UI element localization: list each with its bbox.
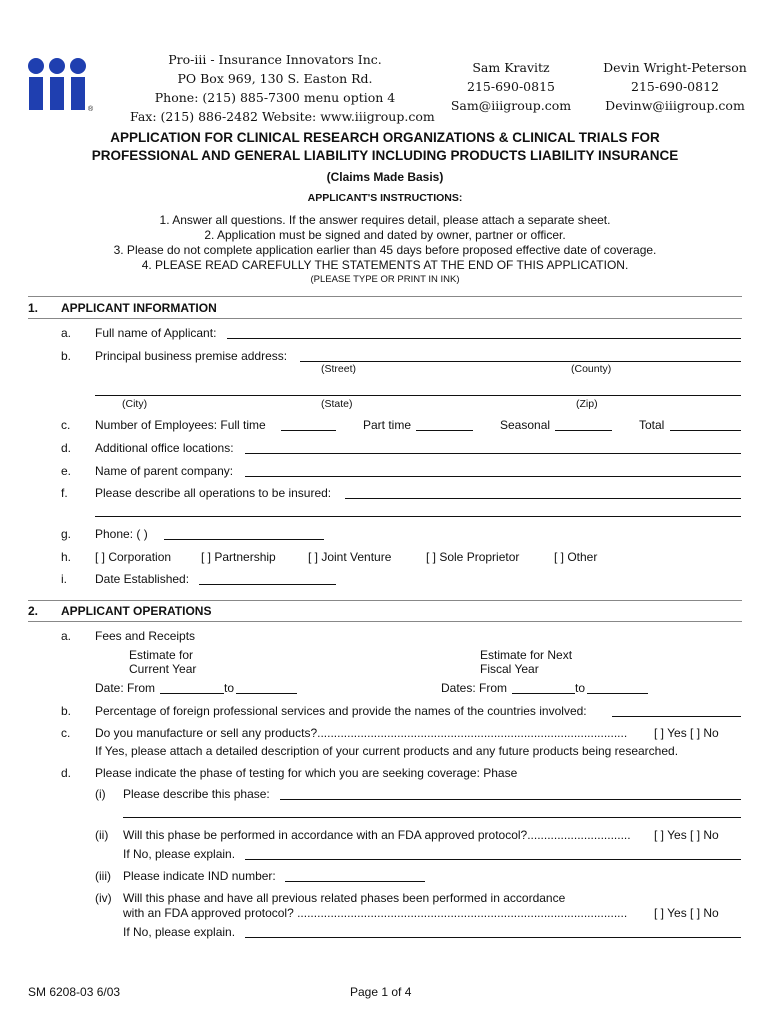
part-time-field[interactable] bbox=[416, 430, 473, 431]
street-county-field[interactable] bbox=[300, 361, 741, 362]
fda-protocol-label: Will this phase be performed in accordance with an FDA approved protocol?............................... bbox=[123, 828, 631, 842]
city-caption: (City) bbox=[122, 398, 148, 410]
total-field[interactable] bbox=[670, 430, 741, 431]
next-date-from-field[interactable] bbox=[512, 693, 575, 694]
company-phone: Phone: (215) 885-7300 menu option 4 bbox=[154, 90, 396, 105]
office-locations-field[interactable] bbox=[245, 453, 741, 454]
contact-email: Devinw@iiigroup.com bbox=[605, 98, 745, 113]
item-letter: f. bbox=[61, 486, 68, 500]
company-fax-website: Fax: (215) 886-2482 Website: www.iiigroup.com bbox=[130, 109, 435, 124]
item-letter: b. bbox=[61, 704, 72, 718]
manufacture-products-label: Do you manufacture or sell any products?............................................................................................. bbox=[95, 726, 628, 740]
county-caption: (County) bbox=[571, 363, 612, 375]
street-caption: (Street) bbox=[321, 363, 357, 375]
entity-partnership-checkbox[interactable]: [ ] Partnership bbox=[201, 550, 276, 564]
form-title-line1: APPLICATION FOR CLINICAL RESEARCH ORGANIZATIONS & CLINICAL TRIALS FOR bbox=[110, 130, 660, 145]
instruction-4: 4. PLEASE READ CAREFULLY THE STATEMENTS AT THE END OF THIS APPLICATION. bbox=[141, 258, 629, 272]
form-title-line2: PROFESSIONAL AND GENERAL LIABILITY INCLUDING PRODUCTS LIABILITY INSURANCE bbox=[91, 148, 679, 163]
item-letter: d. bbox=[61, 441, 72, 455]
form-id: SM 6208-03 6/03 bbox=[28, 985, 121, 999]
section-divider bbox=[28, 318, 742, 319]
total-label: Total bbox=[639, 418, 665, 432]
company-logo bbox=[26, 56, 92, 116]
section-title: APPLICANT INFORMATION bbox=[61, 301, 217, 315]
section-divider bbox=[28, 621, 742, 622]
applicant-name-field[interactable] bbox=[227, 338, 741, 339]
previous-phases-label-1: Will this phase and have all previous related phases been performed in accordance bbox=[123, 891, 566, 905]
current-date-from-label: Date: From bbox=[95, 681, 156, 695]
current-date-to-label: to bbox=[224, 681, 235, 695]
describe-phase-label: Please describe this phase: bbox=[123, 787, 270, 801]
type-or-print-note: (PLEASE TYPE OR PRINT IN INK) bbox=[310, 274, 460, 285]
entity-sole-proprietor-checkbox[interactable]: [ ] Sole Proprietor bbox=[426, 550, 520, 564]
full-time-field[interactable] bbox=[281, 430, 336, 431]
contact-name: Devin Wright-Peterson bbox=[603, 60, 747, 75]
instruction-3: 3. Please do not complete application earlier than 45 days before proposed effective date of coverage. bbox=[113, 243, 657, 257]
claims-basis: (Claims Made Basis) bbox=[326, 170, 444, 184]
foreign-services-label: Percentage of foreign professional services and provide the names of the countries involved: bbox=[95, 704, 587, 718]
section-number: 1. bbox=[28, 301, 39, 315]
operations-label: Please describe all operations to be insured: bbox=[95, 486, 332, 500]
company-po-box: PO Box 969, 130 S. Easton Rd. bbox=[177, 71, 373, 86]
fda-explain-label: If No, please explain. bbox=[123, 847, 236, 861]
sub-item-number: (i) bbox=[95, 787, 106, 801]
entity-joint-venture-checkbox[interactable]: [ ] Joint Venture bbox=[308, 550, 392, 564]
item-letter: d. bbox=[61, 766, 72, 780]
ind-number-label: Please indicate IND number: bbox=[123, 869, 276, 883]
entity-corporation-checkbox[interactable]: [ ] Corporation bbox=[95, 550, 172, 564]
office-locations-label: Additional office locations: bbox=[95, 441, 234, 455]
contact-phone: 215-690-0812 bbox=[631, 79, 719, 94]
parent-company-field[interactable] bbox=[245, 476, 741, 477]
manufacture-products-yes-no[interactable]: [ ] Yes [ ] No bbox=[654, 726, 719, 740]
current-date-to-field[interactable] bbox=[236, 693, 297, 694]
next-year-caption-2: Fiscal Year bbox=[480, 662, 539, 676]
next-year-caption-1: Estimate for Next bbox=[480, 648, 573, 662]
ind-number-field[interactable] bbox=[285, 881, 425, 882]
phone-field[interactable] bbox=[164, 539, 324, 540]
item-letter: b. bbox=[61, 349, 72, 363]
section-divider bbox=[28, 600, 742, 601]
operations-field-line2[interactable] bbox=[95, 516, 741, 517]
seasonal-label: Seasonal bbox=[500, 418, 551, 432]
phone-label: Phone: ( ) bbox=[95, 527, 148, 541]
item-letter: e. bbox=[61, 464, 72, 478]
section-number: 2. bbox=[28, 604, 39, 618]
section-title: APPLICANT OPERATIONS bbox=[61, 604, 212, 618]
logo-registered-mark: ® bbox=[88, 106, 94, 113]
products-note: If Yes, please attach a detailed description of your current products and any future products being researched. bbox=[95, 744, 679, 758]
contact-sam bbox=[442, 58, 580, 115]
date-established-label: Date Established: bbox=[95, 572, 190, 586]
current-year-caption-1: Estimate for bbox=[129, 648, 194, 662]
previous-explain-label: If No, please explain. bbox=[123, 925, 236, 939]
fda-protocol-yes-no[interactable]: [ ] Yes [ ] No bbox=[654, 828, 719, 842]
sub-item-number: (iv) bbox=[95, 891, 112, 905]
contact-email: Sam@iiigroup.com bbox=[450, 98, 572, 113]
state-caption: (State) bbox=[321, 398, 353, 410]
contact-phone: 215-690-0815 bbox=[467, 79, 555, 94]
foreign-services-field[interactable] bbox=[612, 716, 741, 717]
testing-phase-label: Please indicate the phase of testing for which you are seeking coverage: Phase bbox=[95, 766, 518, 780]
item-letter: g. bbox=[61, 527, 72, 541]
zip-caption: (Zip) bbox=[576, 398, 598, 410]
previous-phases-yes-no[interactable]: [ ] Yes [ ] No bbox=[654, 906, 719, 920]
company-name: Pro-iii - Insurance Innovators Inc. bbox=[168, 52, 382, 67]
current-year-caption-2: Current Year bbox=[129, 662, 197, 676]
item-letter: a. bbox=[61, 326, 72, 340]
item-letter: a. bbox=[61, 629, 72, 643]
city-state-zip-field[interactable] bbox=[95, 395, 741, 396]
next-date-from-label: Dates: From bbox=[441, 681, 508, 695]
operations-field[interactable] bbox=[345, 498, 741, 499]
part-time-label: Part time bbox=[363, 418, 412, 432]
fda-explain-field[interactable] bbox=[245, 859, 741, 860]
contact-name: Sam Kravitz bbox=[472, 60, 550, 75]
fees-receipts-label: Fees and Receipts bbox=[95, 629, 196, 643]
full-time-label: Number of Employees: Full time bbox=[95, 418, 266, 432]
applicant-name-label: Full name of Applicant: bbox=[95, 326, 217, 340]
describe-phase-field[interactable] bbox=[280, 799, 741, 800]
item-letter: c. bbox=[61, 726, 71, 740]
parent-company-label: Name of parent company: bbox=[95, 464, 234, 478]
instruction-1: 1. Answer all questions. If the answer requires detail, please attach a separate sheet. bbox=[159, 213, 611, 227]
page-number: Page 1 of 4 bbox=[350, 985, 412, 999]
section-divider bbox=[28, 296, 742, 297]
sub-item-number: (ii) bbox=[95, 828, 109, 842]
instructions-heading: APPLICANT'S INSTRUCTIONS: bbox=[307, 192, 463, 204]
next-date-to-label: to bbox=[575, 681, 586, 695]
sub-item-number: (iii) bbox=[95, 869, 111, 883]
entity-other-checkbox[interactable]: [ ] Other bbox=[554, 550, 598, 564]
current-date-from-field[interactable] bbox=[160, 693, 224, 694]
seasonal-field[interactable] bbox=[555, 430, 612, 431]
previous-explain-field[interactable] bbox=[245, 937, 741, 938]
describe-phase-field-line2[interactable] bbox=[123, 817, 741, 818]
instruction-2: 2. Application must be signed and dated by owner, partner or officer. bbox=[204, 228, 566, 242]
contact-devin bbox=[598, 58, 752, 115]
previous-phases-label-2: with an FDA approved protocol? ................................................................................................... bbox=[123, 906, 628, 920]
next-date-to-field[interactable] bbox=[587, 693, 648, 694]
company-address-block bbox=[130, 50, 435, 126]
address-label: Principal business premise address: bbox=[95, 349, 288, 363]
item-letter: i. bbox=[61, 572, 67, 586]
date-established-field[interactable] bbox=[199, 584, 336, 585]
item-letter: c. bbox=[61, 418, 71, 432]
item-letter: h. bbox=[61, 550, 72, 564]
